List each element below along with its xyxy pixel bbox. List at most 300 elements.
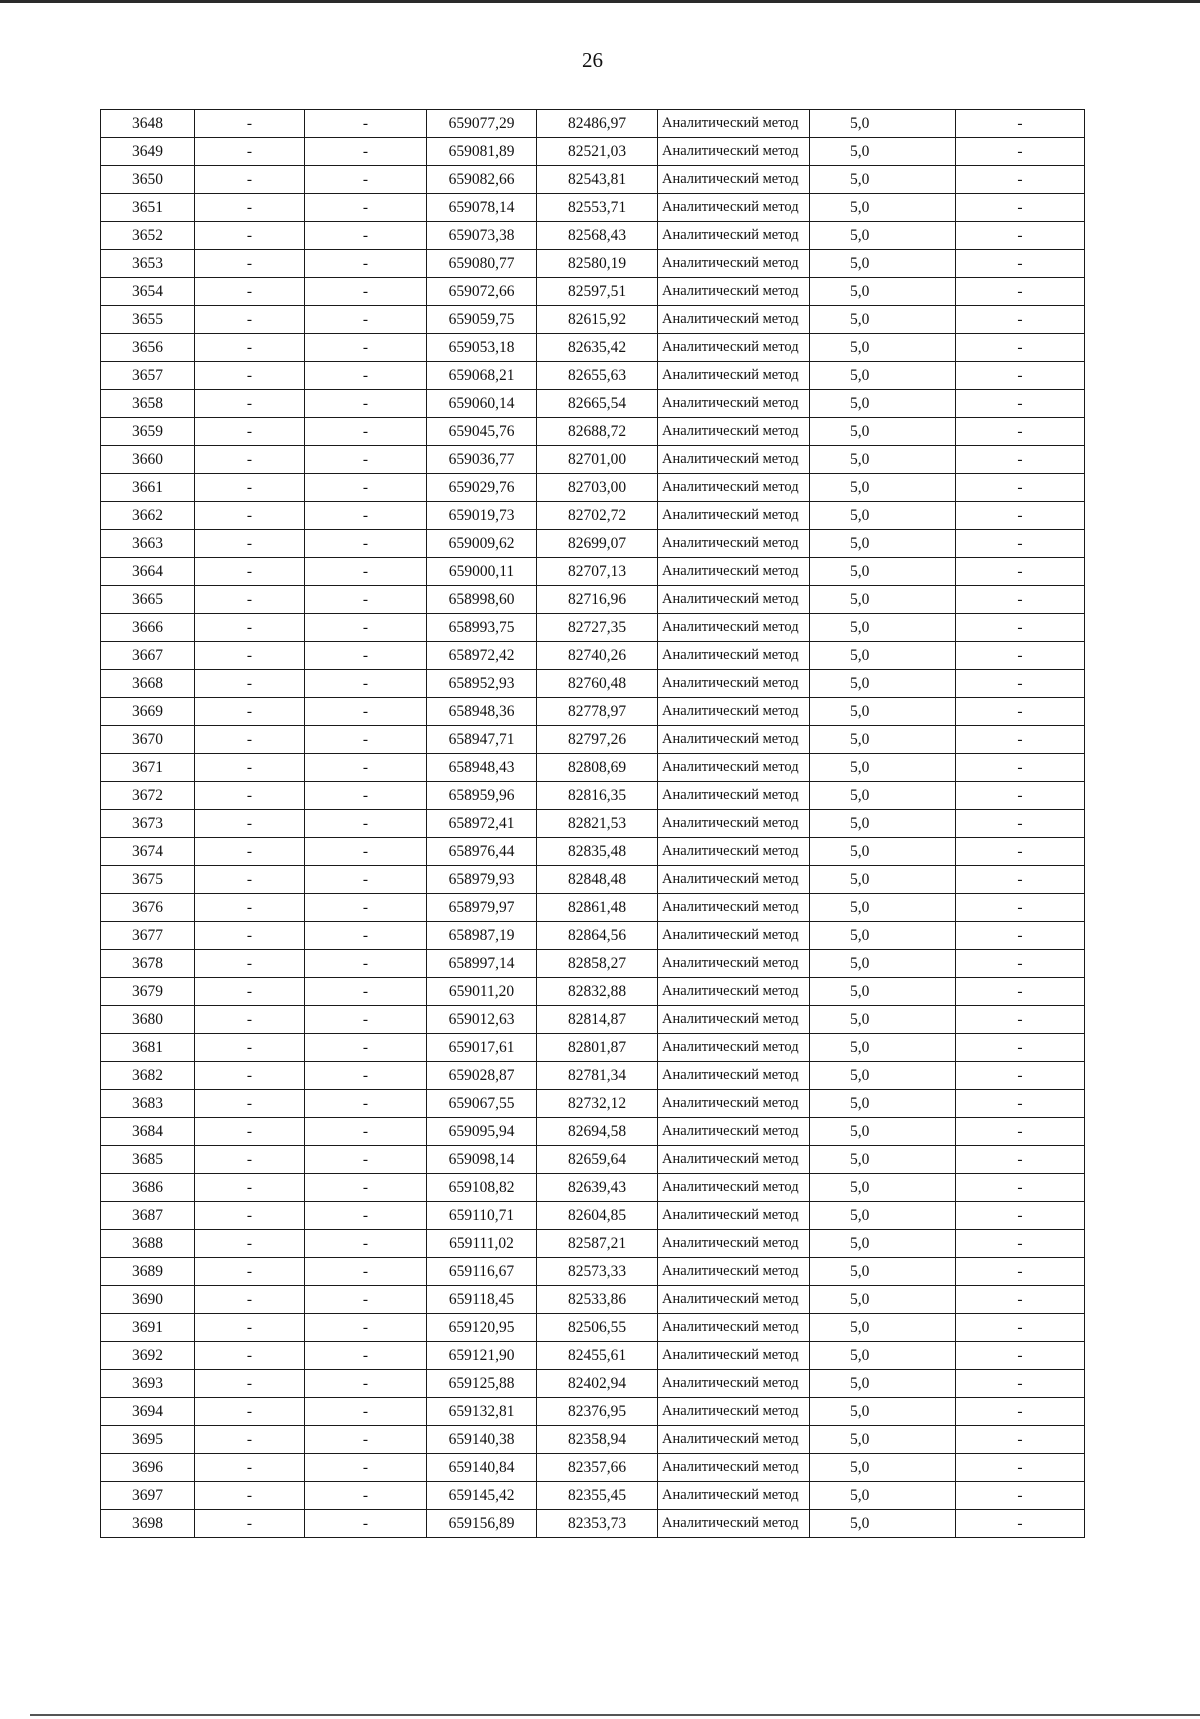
table-row bbox=[101, 1370, 1085, 1398]
cell-col-3: - bbox=[305, 1370, 427, 1398]
cell-x-coordinate: 658993,75 bbox=[427, 614, 537, 642]
cell-x-coordinate: 658972,41 bbox=[427, 810, 537, 838]
cell-y-coordinate: 82801,87 bbox=[537, 1034, 658, 1062]
cell-y-coordinate: 82659,64 bbox=[537, 1146, 658, 1174]
cell-col-8: - bbox=[956, 250, 1085, 278]
cell-x-coordinate: 659110,71 bbox=[427, 1202, 537, 1230]
cell-y-coordinate: 82455,61 bbox=[537, 1342, 658, 1370]
cell-y-coordinate: 82727,35 bbox=[537, 614, 658, 642]
cell-accuracy: 5,0 bbox=[810, 446, 956, 474]
cell-x-coordinate: 659053,18 bbox=[427, 334, 537, 362]
table-row bbox=[101, 390, 1085, 418]
cell-col-3: - bbox=[305, 530, 427, 558]
cell-y-coordinate: 82778,97 bbox=[537, 698, 658, 726]
cell-x-coordinate: 659120,95 bbox=[427, 1314, 537, 1342]
cell-point-number: 3692 bbox=[101, 1342, 195, 1370]
cell-y-coordinate: 82716,96 bbox=[537, 586, 658, 614]
cell-accuracy: 5,0 bbox=[810, 1370, 956, 1398]
table-row bbox=[101, 754, 1085, 782]
cell-point-number: 3682 bbox=[101, 1062, 195, 1090]
cell-col-8: - bbox=[956, 1090, 1085, 1118]
cell-col-8: - bbox=[956, 726, 1085, 754]
cell-method: Аналитический метод bbox=[658, 1454, 810, 1482]
table-row bbox=[101, 1202, 1085, 1230]
cell-point-number: 3694 bbox=[101, 1398, 195, 1426]
cell-col-3: - bbox=[305, 922, 427, 950]
top-border-line bbox=[0, 0, 1200, 3]
cell-col-2: - bbox=[195, 950, 305, 978]
cell-x-coordinate: 658997,14 bbox=[427, 950, 537, 978]
table-row bbox=[101, 306, 1085, 334]
cell-y-coordinate: 82703,00 bbox=[537, 474, 658, 502]
cell-col-3: - bbox=[305, 1174, 427, 1202]
table-row bbox=[101, 1510, 1085, 1538]
cell-x-coordinate: 659111,02 bbox=[427, 1230, 537, 1258]
table-row bbox=[101, 614, 1085, 642]
cell-y-coordinate: 82781,34 bbox=[537, 1062, 658, 1090]
cell-accuracy: 5,0 bbox=[810, 1314, 956, 1342]
cell-y-coordinate: 82688,72 bbox=[537, 418, 658, 446]
cell-x-coordinate: 659121,90 bbox=[427, 1342, 537, 1370]
cell-y-coordinate: 82701,00 bbox=[537, 446, 658, 474]
table-row bbox=[101, 222, 1085, 250]
cell-method: Аналитический метод bbox=[658, 866, 810, 894]
cell-method: Аналитический метод bbox=[658, 446, 810, 474]
cell-col-2: - bbox=[195, 306, 305, 334]
cell-point-number: 3662 bbox=[101, 502, 195, 530]
cell-method: Аналитический метод bbox=[658, 922, 810, 950]
cell-y-coordinate: 82587,21 bbox=[537, 1230, 658, 1258]
cell-method: Аналитический метод bbox=[658, 614, 810, 642]
cell-method: Аналитический метод bbox=[658, 586, 810, 614]
cell-x-coordinate: 659140,84 bbox=[427, 1454, 537, 1482]
cell-col-3: - bbox=[305, 1454, 427, 1482]
cell-method: Аналитический метод bbox=[658, 698, 810, 726]
cell-x-coordinate: 659073,38 bbox=[427, 222, 537, 250]
cell-accuracy: 5,0 bbox=[810, 1174, 956, 1202]
cell-point-number: 3685 bbox=[101, 1146, 195, 1174]
cell-x-coordinate: 659077,29 bbox=[427, 110, 537, 138]
cell-col-3: - bbox=[305, 250, 427, 278]
cell-method: Аналитический метод bbox=[658, 278, 810, 306]
cell-accuracy: 5,0 bbox=[810, 558, 956, 586]
cell-method: Аналитический метод bbox=[658, 838, 810, 866]
cell-col-3: - bbox=[305, 614, 427, 642]
cell-method: Аналитический метод bbox=[658, 334, 810, 362]
table-row bbox=[101, 1006, 1085, 1034]
cell-col-2: - bbox=[195, 922, 305, 950]
cell-col-3: - bbox=[305, 1090, 427, 1118]
cell-col-2: - bbox=[195, 1426, 305, 1454]
cell-x-coordinate: 659140,38 bbox=[427, 1426, 537, 1454]
cell-col-8: - bbox=[956, 418, 1085, 446]
cell-col-3: - bbox=[305, 782, 427, 810]
cell-point-number: 3651 bbox=[101, 194, 195, 222]
cell-col-8: - bbox=[956, 362, 1085, 390]
cell-y-coordinate: 82797,26 bbox=[537, 726, 658, 754]
cell-method: Аналитический метод bbox=[658, 222, 810, 250]
table-row bbox=[101, 978, 1085, 1006]
cell-accuracy: 5,0 bbox=[810, 866, 956, 894]
cell-method: Аналитический метод bbox=[658, 1062, 810, 1090]
cell-accuracy: 5,0 bbox=[810, 530, 956, 558]
cell-col-3: - bbox=[305, 1398, 427, 1426]
cell-accuracy: 5,0 bbox=[810, 614, 956, 642]
cell-col-8: - bbox=[956, 1342, 1085, 1370]
cell-accuracy: 5,0 bbox=[810, 1426, 956, 1454]
cell-y-coordinate: 82573,33 bbox=[537, 1258, 658, 1286]
cell-col-2: - bbox=[195, 1202, 305, 1230]
cell-method: Аналитический метод bbox=[658, 166, 810, 194]
cell-col-8: - bbox=[956, 306, 1085, 334]
cell-col-8: - bbox=[956, 1146, 1085, 1174]
cell-col-8: - bbox=[956, 614, 1085, 642]
cell-col-3: - bbox=[305, 698, 427, 726]
cell-col-3: - bbox=[305, 1286, 427, 1314]
cell-col-8: - bbox=[956, 558, 1085, 586]
table-row bbox=[101, 166, 1085, 194]
cell-y-coordinate: 82861,48 bbox=[537, 894, 658, 922]
table-row bbox=[101, 474, 1085, 502]
cell-point-number: 3695 bbox=[101, 1426, 195, 1454]
cell-point-number: 3698 bbox=[101, 1510, 195, 1538]
cell-x-coordinate: 658972,42 bbox=[427, 642, 537, 670]
cell-col-3: - bbox=[305, 586, 427, 614]
cell-col-2: - bbox=[195, 334, 305, 362]
coordinates-table bbox=[100, 109, 1085, 1538]
cell-point-number: 3649 bbox=[101, 138, 195, 166]
cell-point-number: 3672 bbox=[101, 782, 195, 810]
cell-point-number: 3656 bbox=[101, 334, 195, 362]
cell-point-number: 3657 bbox=[101, 362, 195, 390]
cell-col-8: - bbox=[956, 1314, 1085, 1342]
table-row bbox=[101, 418, 1085, 446]
cell-col-3: - bbox=[305, 502, 427, 530]
table-row bbox=[101, 1090, 1085, 1118]
cell-accuracy: 5,0 bbox=[810, 642, 956, 670]
cell-point-number: 3673 bbox=[101, 810, 195, 838]
cell-col-3: - bbox=[305, 1510, 427, 1538]
cell-col-2: - bbox=[195, 642, 305, 670]
cell-accuracy: 5,0 bbox=[810, 474, 956, 502]
cell-col-2: - bbox=[195, 1370, 305, 1398]
table-row bbox=[101, 894, 1085, 922]
cell-accuracy: 5,0 bbox=[810, 1286, 956, 1314]
cell-col-2: - bbox=[195, 1258, 305, 1286]
cell-x-coordinate: 659000,11 bbox=[427, 558, 537, 586]
cell-method: Аналитический метод bbox=[658, 474, 810, 502]
cell-col-8: - bbox=[956, 334, 1085, 362]
cell-y-coordinate: 82702,72 bbox=[537, 502, 658, 530]
cell-accuracy: 5,0 bbox=[810, 1482, 956, 1510]
cell-col-2: - bbox=[195, 586, 305, 614]
cell-y-coordinate: 82864,56 bbox=[537, 922, 658, 950]
cell-col-2: - bbox=[195, 1006, 305, 1034]
cell-accuracy: 5,0 bbox=[810, 1258, 956, 1286]
cell-col-2: - bbox=[195, 1090, 305, 1118]
cell-y-coordinate: 82358,94 bbox=[537, 1426, 658, 1454]
cell-col-2: - bbox=[195, 222, 305, 250]
cell-col-8: - bbox=[956, 894, 1085, 922]
cell-col-3: - bbox=[305, 110, 427, 138]
cell-accuracy: 5,0 bbox=[810, 894, 956, 922]
cell-x-coordinate: 659045,76 bbox=[427, 418, 537, 446]
cell-x-coordinate: 659017,61 bbox=[427, 1034, 537, 1062]
cell-x-coordinate: 659072,66 bbox=[427, 278, 537, 306]
cell-method: Аналитический метод bbox=[658, 950, 810, 978]
cell-col-3: - bbox=[305, 1314, 427, 1342]
cell-col-8: - bbox=[956, 278, 1085, 306]
cell-method: Аналитический метод bbox=[658, 306, 810, 334]
cell-col-2: - bbox=[195, 698, 305, 726]
cell-col-8: - bbox=[956, 670, 1085, 698]
cell-col-3: - bbox=[305, 166, 427, 194]
cell-col-3: - bbox=[305, 1034, 427, 1062]
cell-y-coordinate: 82835,48 bbox=[537, 838, 658, 866]
cell-method: Аналитический метод bbox=[658, 642, 810, 670]
table-row bbox=[101, 530, 1085, 558]
table-body bbox=[101, 110, 1085, 1538]
cell-method: Аналитический метод bbox=[658, 1174, 810, 1202]
cell-col-8: - bbox=[956, 1202, 1085, 1230]
cell-point-number: 3679 bbox=[101, 978, 195, 1006]
cell-y-coordinate: 82760,48 bbox=[537, 670, 658, 698]
table-row bbox=[101, 1342, 1085, 1370]
cell-point-number: 3683 bbox=[101, 1090, 195, 1118]
table-row bbox=[101, 726, 1085, 754]
cell-col-3: - bbox=[305, 362, 427, 390]
table-row bbox=[101, 1174, 1085, 1202]
cell-x-coordinate: 659059,75 bbox=[427, 306, 537, 334]
cell-y-coordinate: 82665,54 bbox=[537, 390, 658, 418]
cell-x-coordinate: 658947,71 bbox=[427, 726, 537, 754]
cell-col-8: - bbox=[956, 698, 1085, 726]
cell-col-8: - bbox=[956, 1258, 1085, 1286]
cell-y-coordinate: 82821,53 bbox=[537, 810, 658, 838]
cell-col-3: - bbox=[305, 1482, 427, 1510]
cell-point-number: 3693 bbox=[101, 1370, 195, 1398]
table-row bbox=[101, 922, 1085, 950]
cell-point-number: 3669 bbox=[101, 698, 195, 726]
cell-col-8: - bbox=[956, 1398, 1085, 1426]
cell-method: Аналитический метод bbox=[658, 1146, 810, 1174]
cell-col-8: - bbox=[956, 1174, 1085, 1202]
cell-y-coordinate: 82597,51 bbox=[537, 278, 658, 306]
cell-col-2: - bbox=[195, 502, 305, 530]
cell-accuracy: 5,0 bbox=[810, 166, 956, 194]
cell-method: Аналитический метод bbox=[658, 1202, 810, 1230]
cell-col-8: - bbox=[956, 586, 1085, 614]
cell-col-8: - bbox=[956, 1286, 1085, 1314]
cell-point-number: 3678 bbox=[101, 950, 195, 978]
cell-point-number: 3688 bbox=[101, 1230, 195, 1258]
cell-col-2: - bbox=[195, 1118, 305, 1146]
cell-col-8: - bbox=[956, 1118, 1085, 1146]
table-row bbox=[101, 1454, 1085, 1482]
cell-y-coordinate: 82694,58 bbox=[537, 1118, 658, 1146]
cell-point-number: 3696 bbox=[101, 1454, 195, 1482]
table-row bbox=[101, 334, 1085, 362]
cell-method: Аналитический метод bbox=[658, 1398, 810, 1426]
cell-col-3: - bbox=[305, 474, 427, 502]
cell-col-3: - bbox=[305, 670, 427, 698]
cell-col-2: - bbox=[195, 866, 305, 894]
cell-col-3: - bbox=[305, 222, 427, 250]
cell-col-2: - bbox=[195, 1174, 305, 1202]
cell-col-2: - bbox=[195, 894, 305, 922]
cell-method: Аналитический метод bbox=[658, 726, 810, 754]
cell-y-coordinate: 82699,07 bbox=[537, 530, 658, 558]
cell-col-8: - bbox=[956, 1510, 1085, 1538]
cell-accuracy: 5,0 bbox=[810, 726, 956, 754]
cell-method: Аналитический метод bbox=[658, 1006, 810, 1034]
cell-method: Аналитический метод bbox=[658, 782, 810, 810]
cell-y-coordinate: 82635,42 bbox=[537, 334, 658, 362]
cell-col-3: - bbox=[305, 1258, 427, 1286]
page-number: 26 bbox=[582, 48, 603, 72]
cell-method: Аналитический метод bbox=[658, 978, 810, 1006]
cell-method: Аналитический метод bbox=[658, 1118, 810, 1146]
cell-x-coordinate: 659067,55 bbox=[427, 1090, 537, 1118]
table-row bbox=[101, 1062, 1085, 1090]
cell-col-8: - bbox=[956, 110, 1085, 138]
table-row bbox=[101, 1482, 1085, 1510]
cell-accuracy: 5,0 bbox=[810, 418, 956, 446]
cell-method: Аналитический метод bbox=[658, 362, 810, 390]
cell-col-3: - bbox=[305, 138, 427, 166]
table-row bbox=[101, 250, 1085, 278]
cell-accuracy: 5,0 bbox=[810, 1230, 956, 1258]
bottom-border-line bbox=[30, 1714, 1200, 1716]
cell-point-number: 3661 bbox=[101, 474, 195, 502]
cell-col-2: - bbox=[195, 390, 305, 418]
cell-col-8: - bbox=[956, 838, 1085, 866]
cell-y-coordinate: 82580,19 bbox=[537, 250, 658, 278]
cell-point-number: 3686 bbox=[101, 1174, 195, 1202]
cell-method: Аналитический метод bbox=[658, 1090, 810, 1118]
cell-point-number: 3655 bbox=[101, 306, 195, 334]
cell-x-coordinate: 659156,89 bbox=[427, 1510, 537, 1538]
cell-col-2: - bbox=[195, 110, 305, 138]
table-row bbox=[101, 670, 1085, 698]
cell-col-8: - bbox=[956, 1230, 1085, 1258]
cell-accuracy: 5,0 bbox=[810, 390, 956, 418]
cell-col-8: - bbox=[956, 222, 1085, 250]
cell-y-coordinate: 82655,63 bbox=[537, 362, 658, 390]
cell-col-2: - bbox=[195, 138, 305, 166]
table-row bbox=[101, 1034, 1085, 1062]
cell-accuracy: 5,0 bbox=[810, 194, 956, 222]
cell-method: Аналитический метод bbox=[658, 1314, 810, 1342]
cell-x-coordinate: 658979,97 bbox=[427, 894, 537, 922]
cell-method: Аналитический метод bbox=[658, 1342, 810, 1370]
cell-col-3: - bbox=[305, 810, 427, 838]
cell-x-coordinate: 659028,87 bbox=[427, 1062, 537, 1090]
cell-y-coordinate: 82486,97 bbox=[537, 110, 658, 138]
cell-method: Аналитический метод bbox=[658, 1230, 810, 1258]
cell-x-coordinate: 659108,82 bbox=[427, 1174, 537, 1202]
cell-point-number: 3689 bbox=[101, 1258, 195, 1286]
cell-accuracy: 5,0 bbox=[810, 362, 956, 390]
cell-method: Аналитический метод bbox=[658, 390, 810, 418]
cell-col-2: - bbox=[195, 1510, 305, 1538]
cell-x-coordinate: 658948,36 bbox=[427, 698, 537, 726]
cell-accuracy: 5,0 bbox=[810, 1006, 956, 1034]
cell-x-coordinate: 658976,44 bbox=[427, 838, 537, 866]
cell-col-8: - bbox=[956, 754, 1085, 782]
cell-point-number: 3697 bbox=[101, 1482, 195, 1510]
cell-col-2: - bbox=[195, 166, 305, 194]
cell-x-coordinate: 659118,45 bbox=[427, 1286, 537, 1314]
cell-point-number: 3663 bbox=[101, 530, 195, 558]
cell-x-coordinate: 659029,76 bbox=[427, 474, 537, 502]
cell-method: Аналитический метод bbox=[658, 418, 810, 446]
cell-col-3: - bbox=[305, 1118, 427, 1146]
cell-method: Аналитический метод bbox=[658, 1370, 810, 1398]
cell-accuracy: 5,0 bbox=[810, 782, 956, 810]
cell-accuracy: 5,0 bbox=[810, 978, 956, 1006]
cell-col-2: - bbox=[195, 726, 305, 754]
cell-x-coordinate: 659145,42 bbox=[427, 1482, 537, 1510]
cell-x-coordinate: 658952,93 bbox=[427, 670, 537, 698]
cell-accuracy: 5,0 bbox=[810, 754, 956, 782]
cell-col-2: - bbox=[195, 1482, 305, 1510]
cell-point-number: 3670 bbox=[101, 726, 195, 754]
cell-x-coordinate: 658948,43 bbox=[427, 754, 537, 782]
table-row bbox=[101, 194, 1085, 222]
cell-col-3: - bbox=[305, 306, 427, 334]
cell-accuracy: 5,0 bbox=[810, 1118, 956, 1146]
cell-y-coordinate: 82376,95 bbox=[537, 1398, 658, 1426]
table-row bbox=[101, 446, 1085, 474]
cell-accuracy: 5,0 bbox=[810, 810, 956, 838]
cell-col-3: - bbox=[305, 950, 427, 978]
cell-col-2: - bbox=[195, 838, 305, 866]
cell-x-coordinate: 658959,96 bbox=[427, 782, 537, 810]
cell-y-coordinate: 82858,27 bbox=[537, 950, 658, 978]
cell-point-number: 3658 bbox=[101, 390, 195, 418]
cell-col-3: - bbox=[305, 446, 427, 474]
cell-point-number: 3652 bbox=[101, 222, 195, 250]
cell-col-3: - bbox=[305, 978, 427, 1006]
cell-col-3: - bbox=[305, 866, 427, 894]
cell-accuracy: 5,0 bbox=[810, 922, 956, 950]
cell-col-3: - bbox=[305, 558, 427, 586]
cell-x-coordinate: 659095,94 bbox=[427, 1118, 537, 1146]
cell-col-3: - bbox=[305, 1202, 427, 1230]
cell-x-coordinate: 658987,19 bbox=[427, 922, 537, 950]
cell-method: Аналитический метод bbox=[658, 250, 810, 278]
cell-y-coordinate: 82353,73 bbox=[537, 1510, 658, 1538]
cell-col-8: - bbox=[956, 390, 1085, 418]
cell-col-8: - bbox=[956, 1482, 1085, 1510]
cell-accuracy: 5,0 bbox=[810, 1510, 956, 1538]
cell-col-8: - bbox=[956, 446, 1085, 474]
cell-point-number: 3674 bbox=[101, 838, 195, 866]
cell-y-coordinate: 82506,55 bbox=[537, 1314, 658, 1342]
cell-col-2: - bbox=[195, 1286, 305, 1314]
cell-point-number: 3681 bbox=[101, 1034, 195, 1062]
cell-point-number: 3690 bbox=[101, 1286, 195, 1314]
table-row bbox=[101, 138, 1085, 166]
cell-col-2: - bbox=[195, 558, 305, 586]
cell-y-coordinate: 82740,26 bbox=[537, 642, 658, 670]
table-row bbox=[101, 110, 1085, 138]
cell-col-2: - bbox=[195, 530, 305, 558]
cell-y-coordinate: 82732,12 bbox=[537, 1090, 658, 1118]
cell-col-2: - bbox=[195, 1034, 305, 1062]
cell-col-8: - bbox=[956, 782, 1085, 810]
